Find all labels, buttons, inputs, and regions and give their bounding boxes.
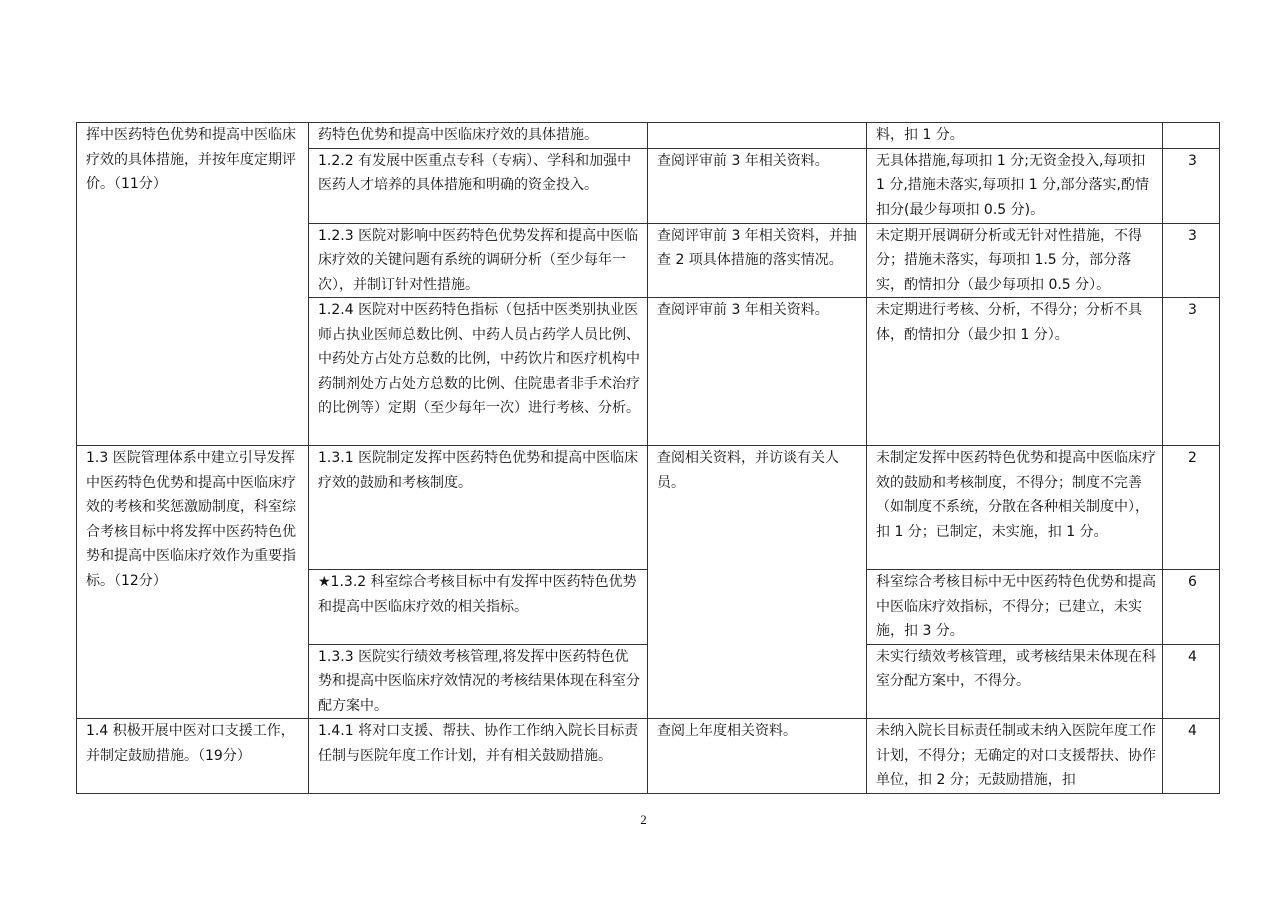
item-cell: 1.2.4 医院对中医药特色指标（包括中医类别执业医师占执业医师总数比例、中药人员占药学人员比例、中药处方占处方总数的比例，中药饮片和医疗机构中药制剂处方占处方总数的比例、住院患者非手术治疗的比例等）定期（至少每年一次）进行考核、分析。 [309,298,648,446]
method-cell: 查阅上年度相关资料。 [648,719,867,794]
table-row [77,123,1220,149]
item-cell: 1.3.3 医院实行绩效考核管理,将发挥中医药特色优势和提高中医临床疗效情况的考核结果体现在科室分配方案中。 [309,644,648,719]
page-number: 2 [640,812,647,827]
criteria-cell: 未制定发挥中医药特色优势和提高中医临床疗效的鼓励和考核制度，不得分；制度不完善（如制度不系统，分散在各种相关制度中），扣 1 分；已制定，未实施，扣 1 分。 [867,446,1163,570]
score-cell [1163,123,1220,149]
item-cell: ★1.3.2 科室综合考核目标中有发挥中医药特色优势和提高中医临床疗效的相关指标。 [309,570,648,645]
standard-cell: 挥中医药特色优势和提高中医临床疗效的具体措施，并按年度定期评价。（11分） [77,123,309,446]
method-cell [648,123,867,149]
criteria-cell: 无具体措施,每项扣 1 分;无资金投入,每项扣 1 分,措施未落实,每项扣 1 分,部分落实,酌情扣分(最少每项扣 0.5 分)。 [867,148,1163,223]
method-cell: 查阅相关资料，并访谈有关人员。 [648,446,867,719]
standard-cell: 1.4 积极开展中医对口支援工作，并制定鼓励措施。（19分） [77,719,309,794]
score-cell: 3 [1163,298,1220,446]
criteria-cell: 料，扣 1 分。 [867,123,1163,149]
item-cell: 1.2.3 医院对影响中医药特色优势发挥和提高中医临床疗效的关键问题有系统的调研分析（至少每年一次），并制订针对性措施。 [309,223,648,298]
item-cell: 药特色优势和提高中医临床疗效的具体措施。 [309,123,648,149]
item-cell: 1.3.1 医院制定发挥中医药特色优势和提高中医临床疗效的鼓励和考核制度。 [309,446,648,570]
assessment-table [76,122,1220,794]
table-row [77,446,1220,570]
score-cell: 3 [1163,223,1220,298]
score-cell: 6 [1163,570,1220,645]
score-cell: 4 [1163,644,1220,719]
criteria-cell: 科室综合考核目标中无中医药特色优势和提高中医临床疗效指标，不得分；已建立，未实施，扣 3 分。 [867,570,1163,645]
method-cell: 查阅评审前 3 年相关资料，并抽查 2 项具体措施的落实情况。 [648,223,867,298]
method-cell: 查阅评审前 3 年相关资料。 [648,298,867,446]
score-cell: 4 [1163,719,1220,794]
criteria-cell: 未实行绩效考核管理，或考核结果未体现在科室分配方案中，不得分。 [867,644,1163,719]
standard-cell: 1.3 医院管理体系中建立引导发挥中医药特色优势和提高中医临床疗效的考核和奖惩激励制度，科室综合考核目标中将发挥中医药特色优势和提高中医临床疗效作为重要指标。（12分） [77,446,309,719]
method-cell: 查阅评审前 3 年相关资料。 [648,148,867,223]
item-cell: 1.2.2 有发展中医重点专科（专病）、学科和加强中医药人才培养的具体措施和明确的资金投入。 [309,148,648,223]
score-cell: 3 [1163,148,1220,223]
table-row [77,719,1220,794]
criteria-cell: 未纳入院长目标责任制或未纳入医院年度工作计划，不得分；无确定的对口支援帮扶、协作单位，扣 2 分；无鼓励措施，扣 [867,719,1163,794]
score-cell: 2 [1163,446,1220,570]
criteria-cell: 未定期进行考核、分析，不得分；分析不具体，酌情扣分（最少扣 1 分）。 [867,298,1163,446]
criteria-cell: 未定期开展调研分析或无针对性措施，不得分；措施未落实，每项扣 1.5 分，部分落实，酌情扣分（最少每项扣 0.5 分）。 [867,223,1163,298]
item-cell: 1.4.1 将对口支援、帮扶、协作工作纳入院长目标责任制与医院年度工作计划，并有相关鼓励措施。 [309,719,648,794]
